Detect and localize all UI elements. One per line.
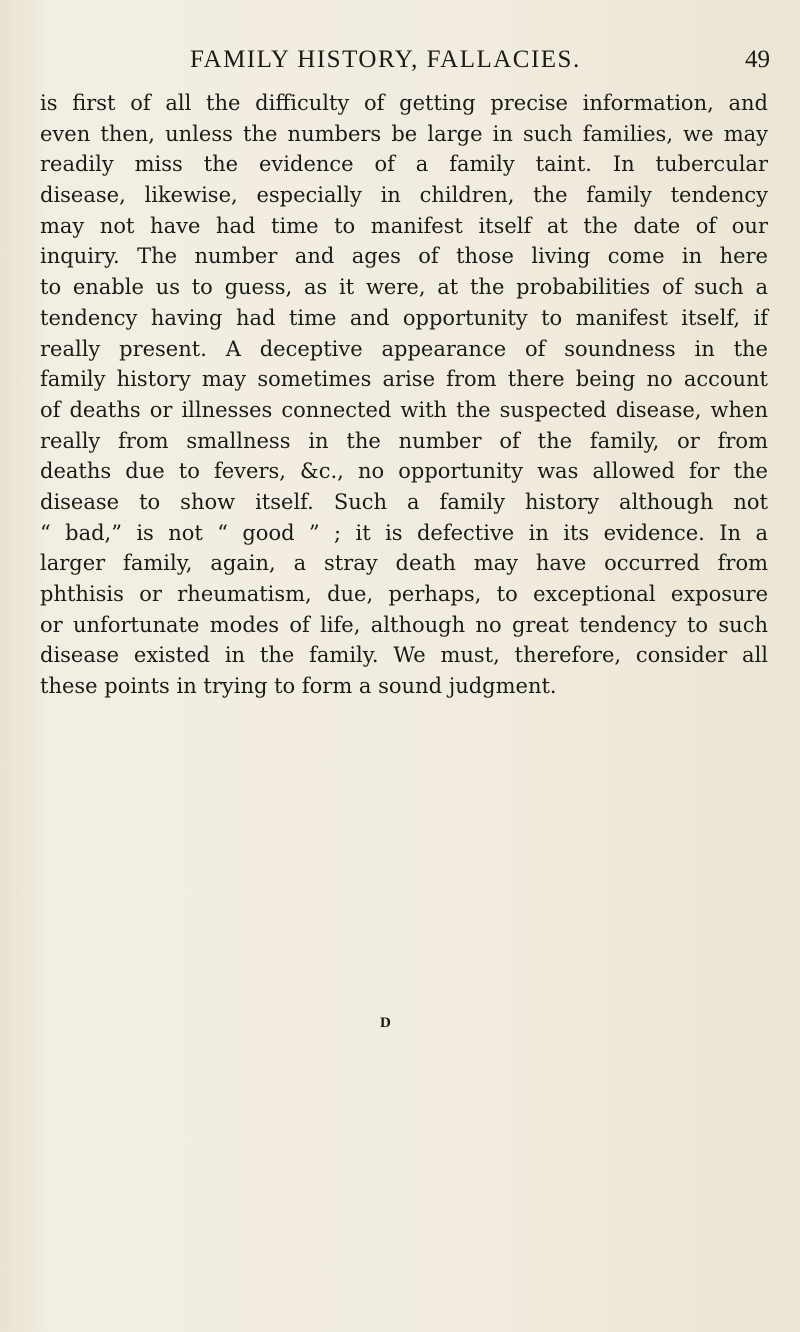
text-line: family history may sometimes arise from there being no account	[40, 367, 768, 392]
text-line: really from smallness in the number of the family, or from	[40, 428, 768, 453]
text-line: “ bad,” is not “ good ” ; it is defective in its evidence. In a	[40, 520, 768, 545]
text-line: disease, likewise, especially in children, the family tendency	[40, 183, 768, 208]
text-line: disease existed in the family. We must, therefore, consider all	[40, 643, 768, 668]
text-line: is first of all the difficulty of getting precise information, and	[40, 91, 768, 115]
text-line: tendency having had time and opportunity to manifest itself, if	[40, 305, 768, 330]
text-line: larger family, again, a stray death may have occurred from	[40, 551, 768, 576]
text-line: deaths due to fevers, &c., no opportunity was allowed for the	[40, 459, 768, 484]
text-line: disease to show itself. Such a family history although not	[40, 489, 768, 514]
text-line: really present. A deceptive appearance of soundness in the	[40, 336, 768, 361]
text-line: readily miss the evidence of a family taint. In tubercular	[40, 152, 768, 177]
text-line: of deaths or illnesses connected with the suspected disease, when	[40, 397, 768, 422]
running-title: FAMILY HISTORY, FALLACIES.	[190, 46, 581, 73]
running-head	[40, 42, 770, 78]
text-line: even then, unless the numbers be large in such families, we may	[40, 121, 768, 146]
body-paragraph	[40, 88, 768, 702]
text-line: inquiry. The number and ages of those living come in here	[40, 244, 768, 269]
text-line: or unfortunate modes of life, although no great tendency to such	[40, 612, 768, 637]
text-line: to enable us to guess, as it were, at the probabilities of such a	[40, 275, 768, 300]
text-line: phthisis or rheumatism, due, perhaps, to exceptional exposure	[40, 582, 768, 606]
text-line: may not have had time to manifest itself at the date of our	[40, 213, 768, 238]
page-number: 49	[745, 46, 770, 73]
text-line: these points in trying to form a sound judgment.	[40, 674, 557, 699]
signature-mark: D	[380, 1015, 391, 1031]
